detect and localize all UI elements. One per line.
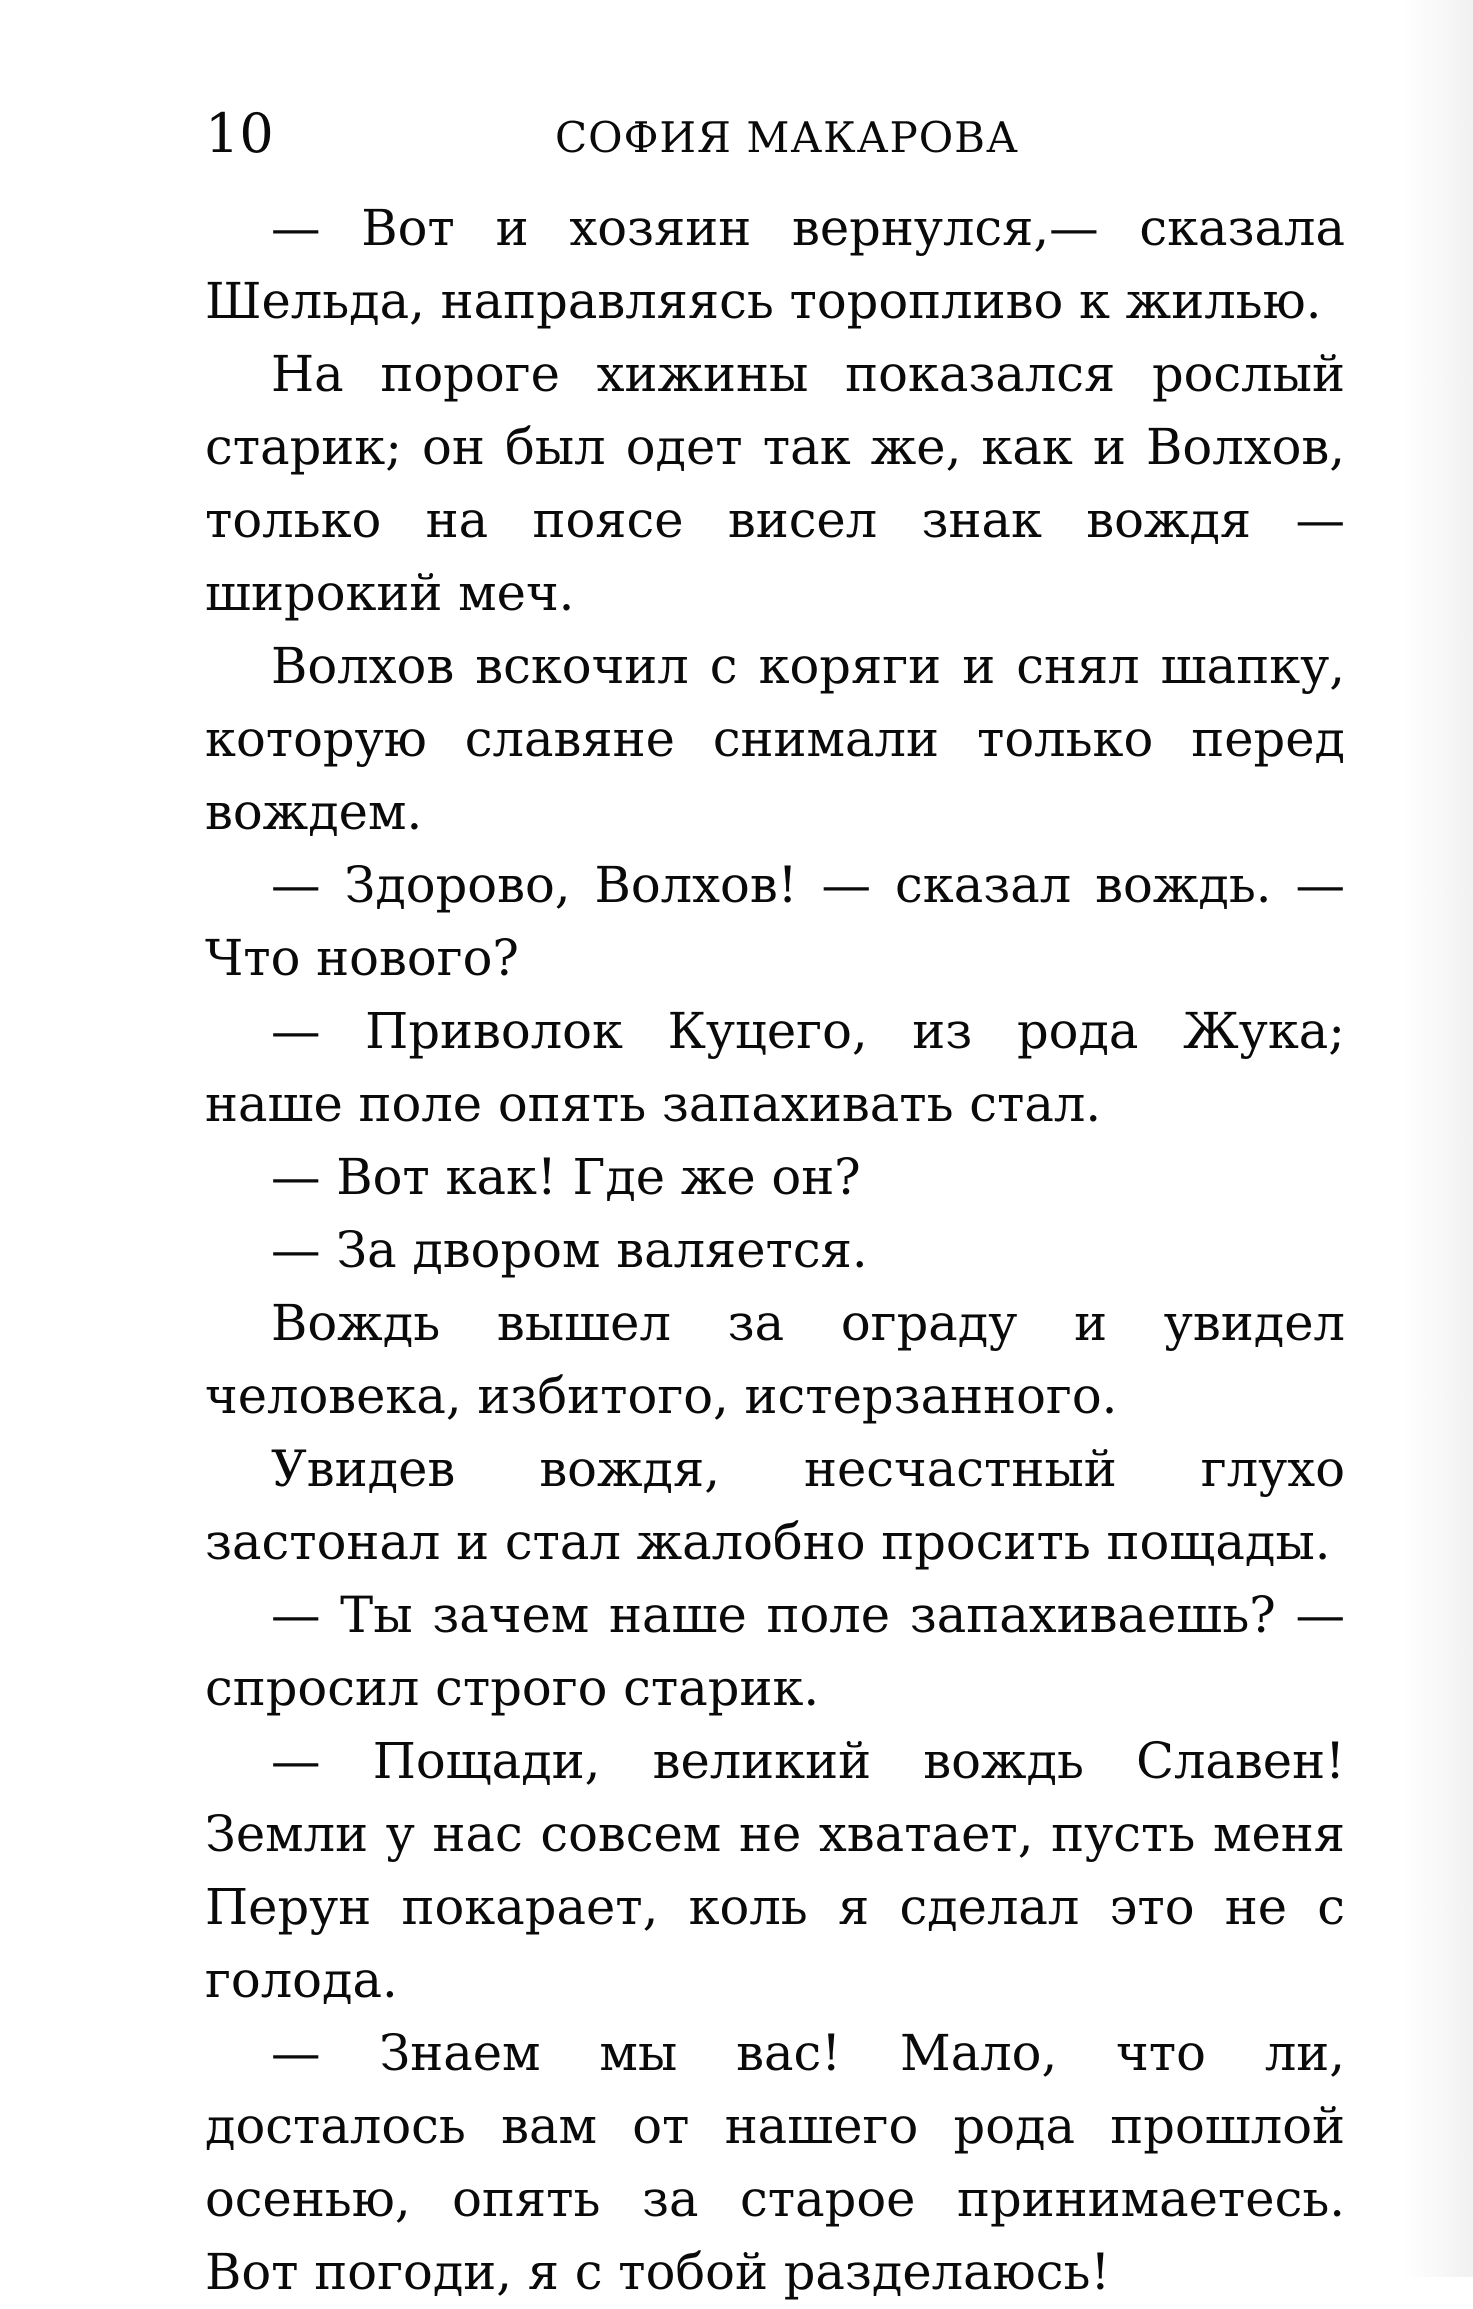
page-gutter-shadow	[1403, 0, 1473, 2277]
paragraph: — Пощади, великий вождь Славен! Земли у нас совсем не хватает, пусть меня Перун покарает, коль я сделал это не с голода.	[205, 1732, 1345, 2009]
paragraph: — Вот как! Где же он?	[271, 1148, 861, 1206]
paragraph: Вождь вышел за ограду и увидел человека, избитого, истерзанного.	[205, 1294, 1345, 1425]
page-number: 10	[205, 102, 274, 165]
running-header	[205, 104, 1345, 164]
paragraph: — Здорово, Волхов! — сказал вождь. — Что нового?	[205, 856, 1345, 987]
paragraph: — Знаем мы вас! Мало, что ли, досталось вам от нашего рода прошлой осенью, опять за старое принимаетесь. Вот погоди, я с тобой разделаюсь!	[205, 2024, 1345, 2301]
paragraph: На пороге хижины показался рослый старик; он был одет так же, как и Волхов, только на поясе висел знак вождя — широкий меч.	[205, 345, 1345, 622]
running-header-author: СОФИЯ МАКАРОВА	[555, 113, 1019, 162]
paragraph: — Вот и хозяин вернулся,— сказала Шельда, направляясь торопливо к жилью.	[205, 199, 1345, 330]
paragraph: — Приволок Куцего, из рода Жука; наше поле опять запахивать стал.	[205, 1002, 1345, 1133]
paragraph: Волхов вскочил с коряги и снял шапку, которую славяне снимали только перед вождем.	[205, 637, 1345, 841]
paragraph: Увидев вождя, несчастный глухо застонал и стал жалобно просить пощады.	[205, 1440, 1345, 1571]
paragraph: — За двором валяется.	[271, 1221, 868, 1279]
paragraph: — Ты зачем наше поле запахиваешь? — спросил строго старик.	[205, 1586, 1345, 1717]
page-body-text	[205, 192, 1345, 2309]
